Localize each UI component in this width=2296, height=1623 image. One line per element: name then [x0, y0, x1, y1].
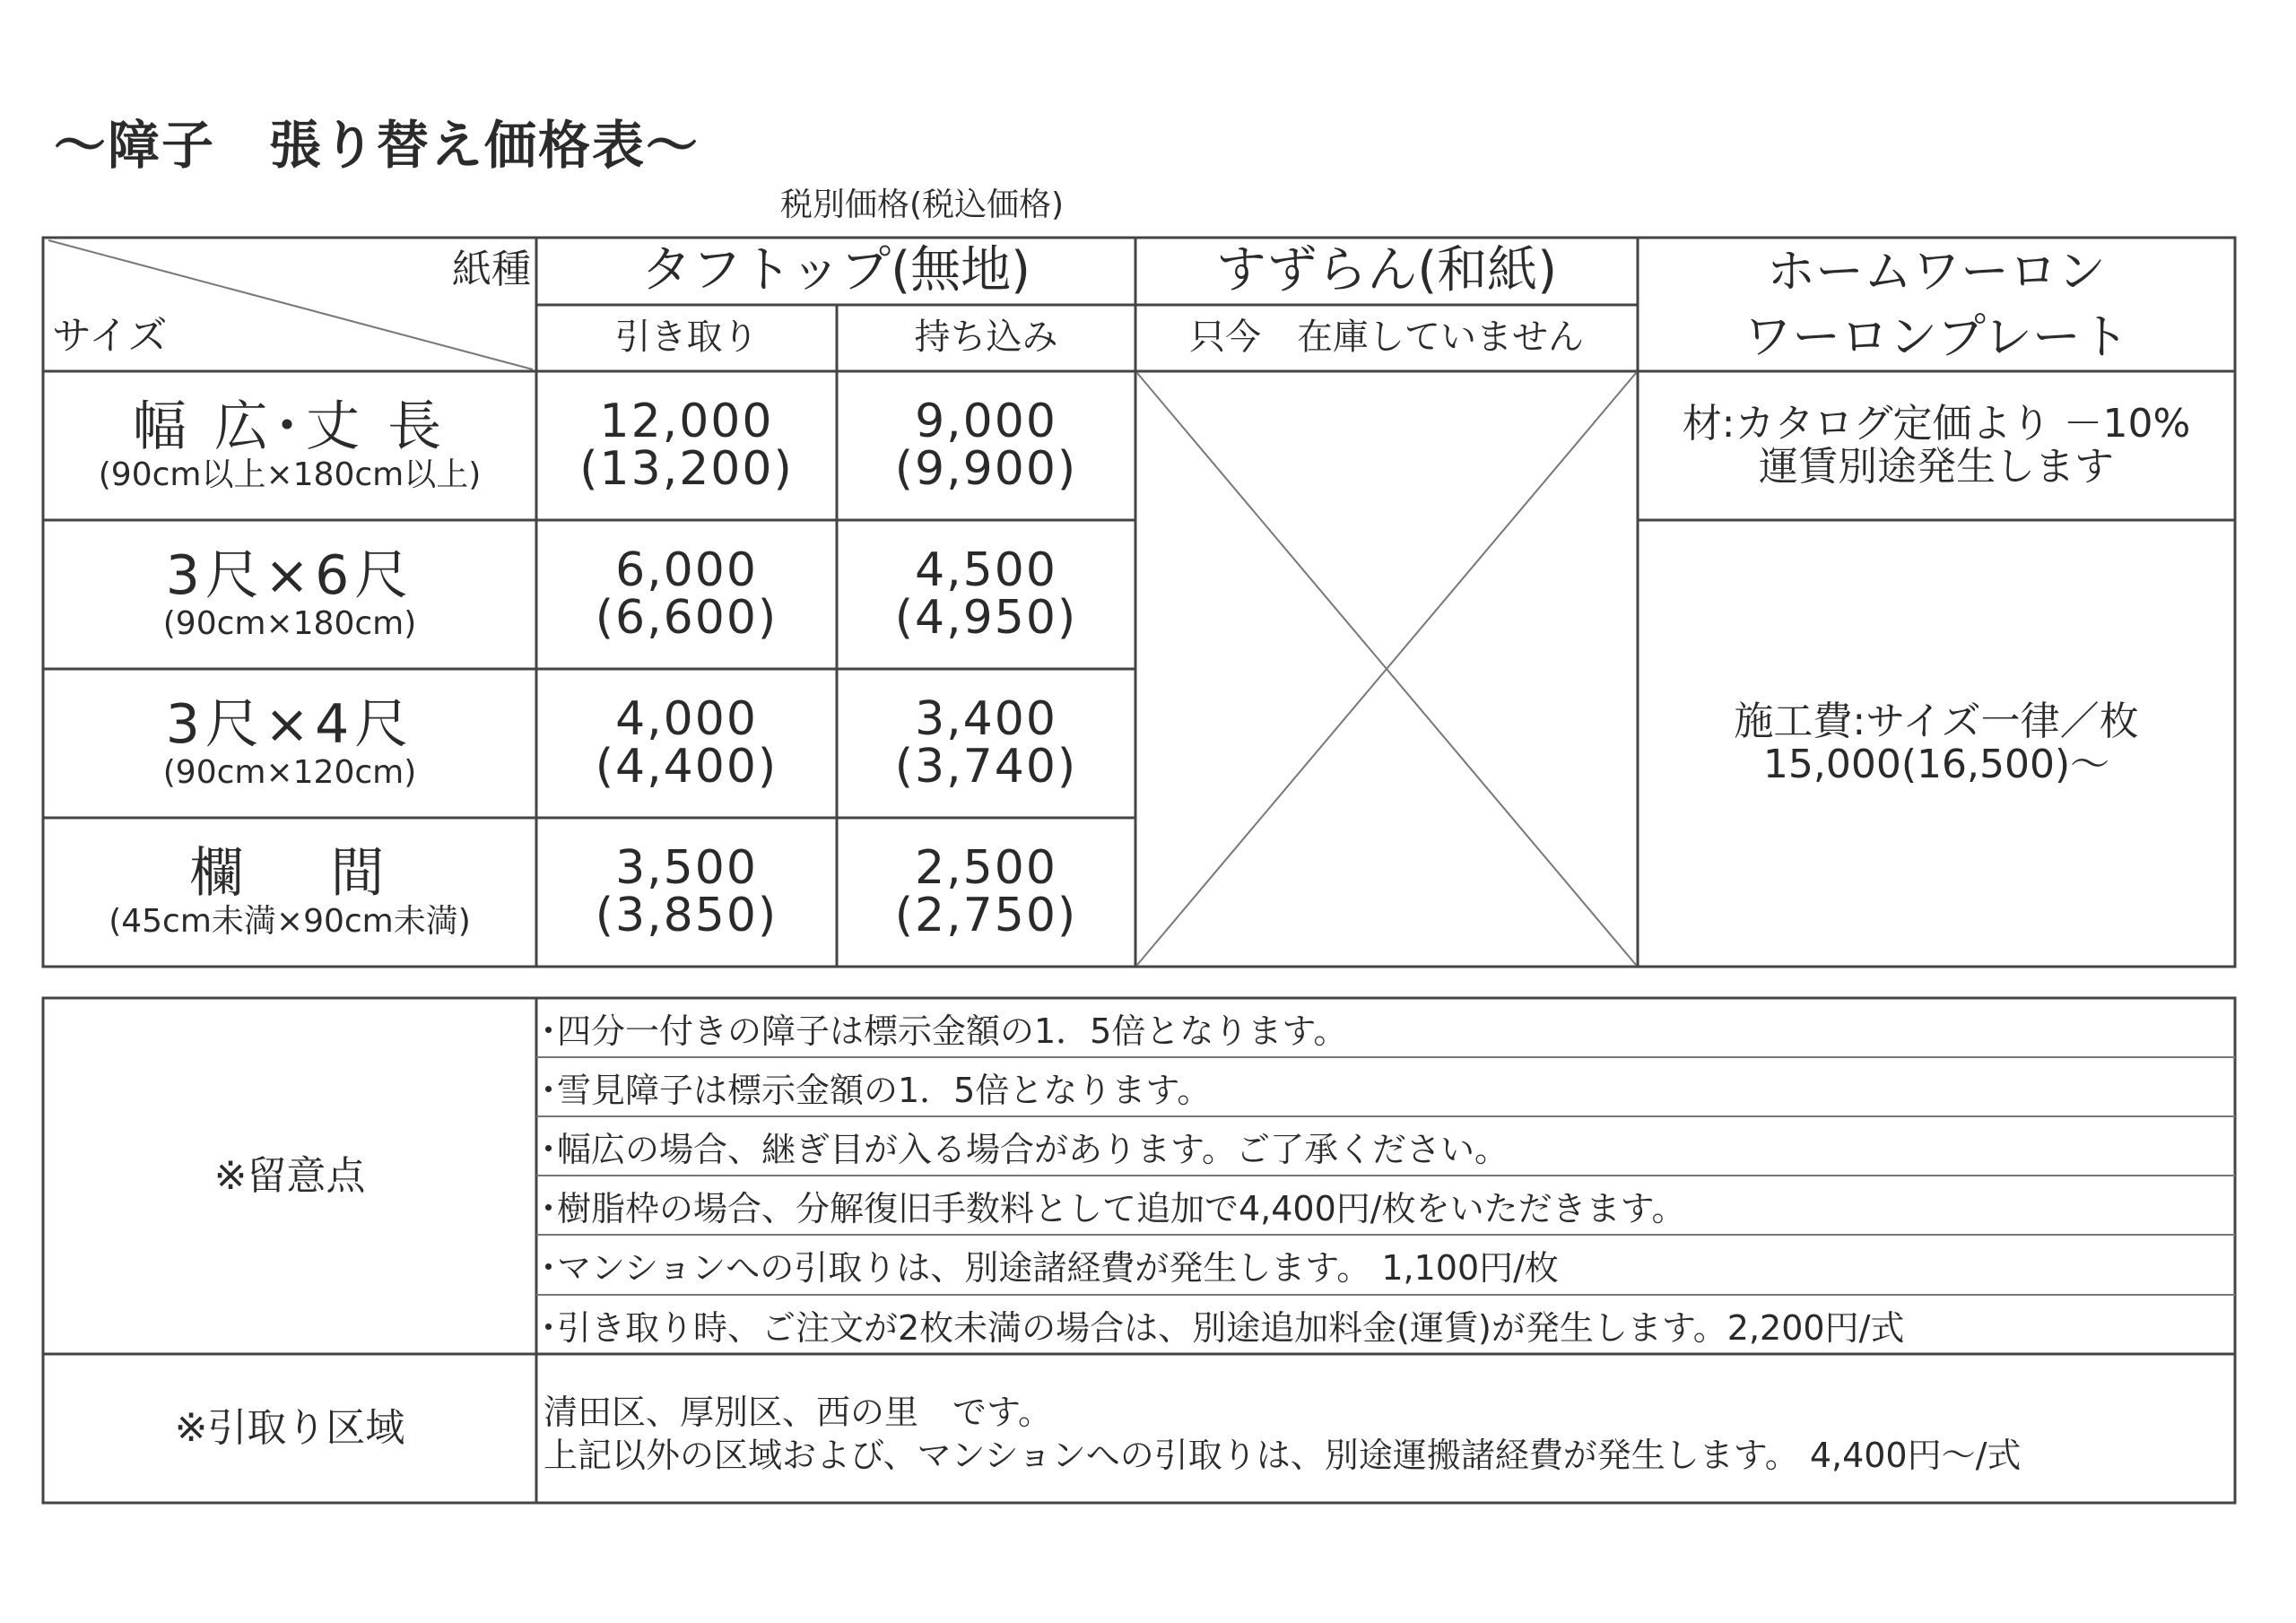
- size-dims: (90cm×120cm): [162, 753, 417, 791]
- size-label: 幅 広･丈 長: [132, 395, 448, 459]
- price-excl-tax: 4,000: [615, 691, 758, 746]
- size-cell-3x4: [43, 669, 536, 818]
- price-excl-tax: 6,000: [615, 542, 758, 597]
- note-item: ･雪見障子は標示金額の1．5倍となります。: [540, 1070, 1212, 1110]
- shipping-note: 運賃別途発生します: [1759, 444, 2114, 490]
- price-incl-tax: (6,600): [595, 591, 778, 645]
- size-label: 欄 間: [189, 842, 390, 906]
- homewarlon-header-line2: ワーロンプレート: [1744, 308, 2129, 365]
- homewarlon-header-line1: ホームワーロン: [1767, 243, 2106, 300]
- price-note: 税別価格(税込価格): [780, 187, 1065, 223]
- price-incl-tax: (4,400): [595, 740, 778, 794]
- price-cell-mochikomi: [837, 669, 1135, 818]
- price-incl-tax: (4,950): [894, 591, 1078, 645]
- pickup-area-label: ※引取り区域: [174, 1405, 405, 1452]
- labor-fee-value: 15,000(16,500)～: [1762, 742, 2110, 787]
- corner-size-label: サイズ: [52, 313, 168, 360]
- price-excl-tax: 3,500: [615, 840, 758, 895]
- note-item: ･マンションへの引取りは、別途諸経費が発生します。 1,100円/枚: [540, 1248, 1559, 1288]
- size-dims: (90cm以上×180cm以上): [98, 456, 482, 493]
- size-label: 3尺×6尺: [165, 544, 414, 608]
- homewarlon-material-cell: [1638, 371, 2235, 520]
- note-item: ･引き取り時、ご注文が2枚未満の場合は、別途追加料金(運賃)が発生します。2,200円/式: [540, 1307, 1905, 1348]
- price-excl-tax: 12,000: [599, 394, 774, 448]
- note-item: ･幅広の場合、継ぎ目が入る場合があります。ご了承ください。: [540, 1129, 1509, 1169]
- price-incl-tax: (13,200): [579, 442, 794, 496]
- page-title: ～障子 張り替え価格表～: [54, 115, 700, 176]
- suzuran-header: すずらん(和紙): [1215, 241, 1558, 300]
- price-cell-hikitori: [536, 520, 837, 669]
- notes-label: ※留意点: [213, 1152, 366, 1199]
- labor-fee-label: 施工費:サイズ一律／枚: [1734, 699, 2139, 745]
- size-dims: (90cm×180cm): [162, 604, 417, 642]
- price-cell-hikitori: [536, 669, 837, 818]
- material-discount: 材:カタログ定価より －10%: [1682, 401, 2191, 447]
- corner-paper-type-label: 紙種: [452, 247, 531, 293]
- size-cell-wide-long: [43, 371, 536, 520]
- price-excl-tax: 3,400: [915, 691, 1057, 746]
- size-label: 3尺×4尺: [165, 693, 414, 757]
- price-excl-tax: 9,000: [915, 394, 1057, 448]
- price-excl-tax: 2,500: [915, 840, 1057, 895]
- price-excl-tax: 4,500: [915, 542, 1057, 597]
- note-item: ･樹脂枠の場合、分解復旧手数料として追加で4,400円/枚をいただきます。: [540, 1188, 1686, 1228]
- price-cell-mochikomi: [837, 520, 1135, 669]
- pickup-area-extra-fee: 上記以外の区域および、マンションへの引取りは、別途運搬諸経費が発生します。 4,400円～/式: [544, 1436, 2022, 1475]
- price-incl-tax: (9,900): [894, 442, 1078, 496]
- price-cell-mochikomi: [837, 818, 1135, 967]
- taftop-header: タフトップ(無地): [640, 241, 1031, 300]
- homewarlon-header: [1638, 238, 2235, 371]
- size-dims: (45cm未満×90cm未満): [109, 902, 471, 940]
- mochikomi-header: 持ち込み: [914, 317, 1058, 359]
- hikitori-header: 引き取り: [614, 317, 759, 359]
- homewarlon-labor-cell: [1638, 520, 2235, 967]
- size-cell-ranma: [43, 818, 536, 967]
- note-item: ･四分一付きの障子は標示金額の1．5倍となります。: [540, 1011, 1348, 1051]
- price-cell-mochikomi: [837, 371, 1135, 520]
- price-cell-hikitori: [536, 818, 837, 967]
- size-cell-3x6: [43, 520, 536, 669]
- pickup-area-districts: 清田区、厚別区、西の里 です。: [544, 1393, 1052, 1432]
- suzuran-stock-note: 只今 在庫していません: [1189, 317, 1584, 359]
- price-incl-tax: (2,750): [894, 889, 1078, 942]
- price-cell-hikitori: [536, 371, 837, 520]
- price-incl-tax: (3,740): [894, 740, 1078, 794]
- price-incl-tax: (3,850): [595, 889, 778, 942]
